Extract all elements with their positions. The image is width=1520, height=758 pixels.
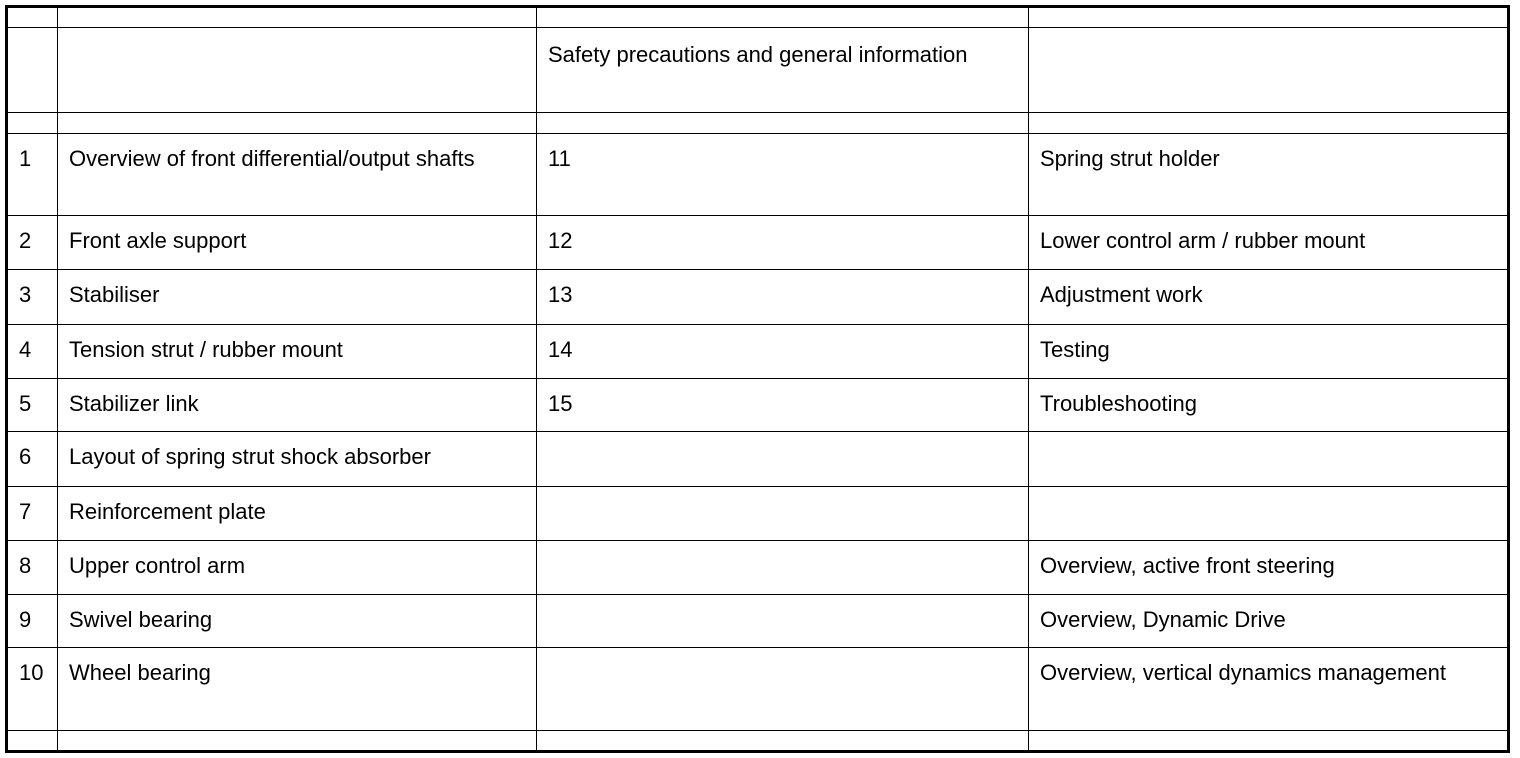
- row-right-topic: Lower control arm / rubber mount: [1029, 216, 1509, 270]
- table-row: [7, 486, 1509, 540]
- row-right-topic: [1029, 486, 1509, 540]
- row-right-topic: Adjustment work: [1029, 270, 1509, 324]
- row-middle-number: 11: [537, 133, 1029, 215]
- table-row: [7, 270, 1509, 324]
- row-right-topic: Testing: [1029, 324, 1509, 378]
- row-number: 6: [7, 432, 58, 486]
- row-middle-number: [537, 595, 1029, 648]
- table-row: [7, 216, 1509, 270]
- row-right-topic: Spring strut holder: [1029, 133, 1509, 215]
- row-middle-number: [537, 486, 1029, 540]
- row-right-topic: Overview, vertical dynamics management: [1029, 648, 1509, 730]
- row-number: 4: [7, 324, 58, 378]
- row-left-topic: Overview of front differential/output shafts: [58, 133, 537, 215]
- row-left-topic: Front axle support: [58, 216, 537, 270]
- header-row: [7, 28, 1509, 112]
- header-right-cell: [1029, 28, 1509, 112]
- row-middle-number: 14: [537, 324, 1029, 378]
- table-row: [7, 648, 1509, 730]
- row-right-topic: Overview, active front steering: [1029, 540, 1509, 594]
- row-number: 8: [7, 540, 58, 594]
- spacer-row-after-header: [7, 112, 1509, 133]
- row-number: 1: [7, 133, 58, 215]
- table-row: [7, 378, 1509, 431]
- contents-table: [5, 5, 1510, 753]
- row-left-topic: Tension strut / rubber mount: [58, 324, 537, 378]
- row-left-topic: Stabilizer link: [58, 378, 537, 431]
- row-left-topic: Reinforcement plate: [58, 486, 537, 540]
- row-right-topic: [1029, 432, 1509, 486]
- row-number: 9: [7, 595, 58, 648]
- row-middle-number: 13: [537, 270, 1029, 324]
- row-left-topic: Swivel bearing: [58, 595, 537, 648]
- row-right-topic: Overview, Dynamic Drive: [1029, 595, 1509, 648]
- row-number: 5: [7, 378, 58, 431]
- row-number: 10: [7, 648, 58, 730]
- row-middle-number: 15: [537, 378, 1029, 431]
- row-left-topic: Wheel bearing: [58, 648, 537, 730]
- row-number: 7: [7, 486, 58, 540]
- table-row: [7, 133, 1509, 215]
- row-number: 2: [7, 216, 58, 270]
- row-left-topic: Layout of spring strut shock absorber: [58, 432, 537, 486]
- row-middle-number: 12: [537, 216, 1029, 270]
- header-number-cell: [7, 28, 58, 112]
- row-right-topic: Troubleshooting: [1029, 378, 1509, 431]
- row-number: 3: [7, 270, 58, 324]
- table-row: [7, 540, 1509, 594]
- table-row: [7, 595, 1509, 648]
- header-left-cell: [58, 28, 537, 112]
- row-middle-number: [537, 648, 1029, 730]
- table-row: [7, 432, 1509, 486]
- header-middle-cell: Safety precautions and general information: [537, 28, 1029, 112]
- table-row: [7, 324, 1509, 378]
- row-middle-number: [537, 540, 1029, 594]
- spacer-row-top: [7, 7, 1509, 28]
- spacer-row-bottom: [7, 730, 1509, 751]
- row-left-topic: Stabiliser: [58, 270, 537, 324]
- row-middle-number: [537, 432, 1029, 486]
- row-left-topic: Upper control arm: [58, 540, 537, 594]
